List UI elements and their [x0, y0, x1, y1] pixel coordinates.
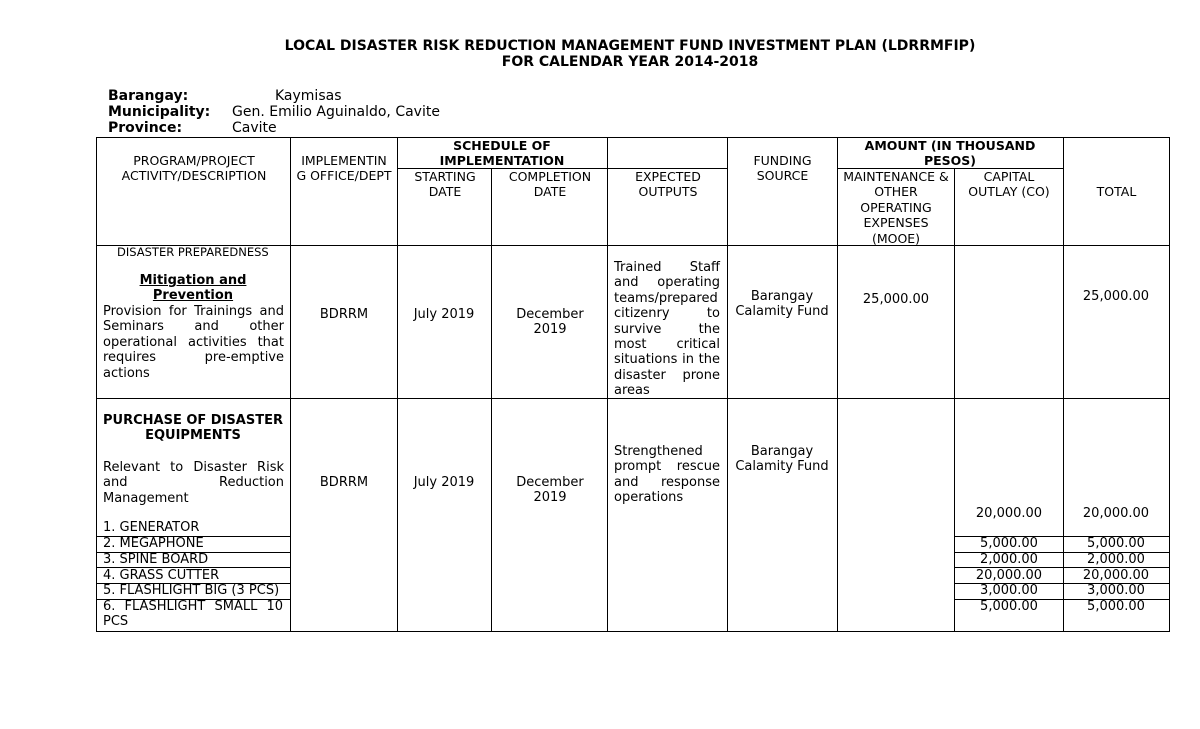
item-name: 4. GRASS CUTTER	[103, 568, 220, 583]
header-total: TOTAL	[1096, 184, 1137, 199]
row1-office: BDRRM	[319, 307, 369, 322]
header-mooe: MAINTENANCE & OTHER OPERATING EXPENSES (MOOE)	[843, 169, 949, 246]
header-amount: AMOUNT (IN THOUSAND PESOS)	[864, 138, 1036, 169]
row1-category: DISASTER PREPAREDNESS	[117, 245, 269, 259]
grid-line	[837, 137, 838, 632]
province-label: Province:	[108, 120, 183, 136]
item-name: 6. FLASHLIGHT SMALL 10 PCS	[103, 599, 283, 630]
item-name: 2. MEGAPHONE	[103, 536, 204, 551]
document-subtitle: FOR CALENDAR YEAR 2014-2018	[501, 54, 759, 70]
grid-line	[397, 137, 398, 632]
grid-line	[1063, 137, 1064, 632]
item-total: 3,000.00	[1087, 583, 1145, 598]
barangay-value: Kaymisas	[275, 88, 342, 104]
row2-outputs: Strengthened prompt rescue and response operations	[614, 444, 720, 506]
item-name: 5. FLASHLIGHT BIG (3 PCS)	[103, 583, 280, 598]
item-name: 3. SPINE BOARD	[103, 552, 209, 567]
item-total: 5,000.00	[1087, 599, 1145, 614]
item-total: 20,000.00	[1082, 568, 1150, 583]
row1-outputs: Trained Staff and operating teams/prepared citizenry to survive the most critical situations in the disaster prone areas	[614, 260, 720, 399]
municipality-label: Municipality:	[108, 104, 211, 120]
row1-heading: Mitigation and Prevention	[139, 273, 247, 304]
document-title: LOCAL DISASTER RISK REDUCTION MANAGEMENT FUND INVESTMENT PLAN (LDRRMFIP)	[284, 38, 976, 54]
barangay-line	[108, 88, 342, 104]
item-total: 5,000.00	[1087, 536, 1145, 551]
item-name: 1. GENERATOR	[103, 520, 200, 535]
header-funding-source: FUNDING SOURCE	[753, 153, 812, 184]
item-capital-outlay: 5,000.00	[980, 599, 1038, 614]
municipality-line	[108, 104, 440, 120]
row2-start: July 2019	[413, 475, 475, 490]
row1-funding: Barangay Calamity Fund	[735, 289, 829, 320]
header-implementing-office: IMPLEMENTIN G OFFICE/DEPT	[296, 153, 392, 184]
header-expected-outputs: EXPECTED OUTPUTS	[635, 169, 701, 200]
header-starting-date: STARTING DATE	[414, 169, 476, 200]
item-capital-outlay: 20,000.00	[975, 568, 1043, 583]
header-program: PROGRAM/PROJECT ACTIVITY/DESCRIPTION	[121, 153, 267, 184]
item-capital-outlay: 3,000.00	[980, 583, 1038, 598]
province-value: Cavite	[232, 120, 277, 136]
row1-total: 25,000.00	[1082, 289, 1150, 304]
item-capital-outlay: 5,000.00	[980, 536, 1038, 551]
row2-description: Relevant to Disaster Risk and Reduction Management	[103, 460, 284, 506]
item-capital-outlay: 2,000.00	[980, 552, 1038, 567]
row1-description: Provision for Trainings and Seminars and other operational activities that requires pre-emptive actions	[103, 304, 284, 381]
row2-office: BDRRM	[319, 475, 369, 490]
row2-heading: PURCHASE OF DISASTER EQUIPMENTS	[103, 413, 283, 444]
grid-line	[491, 168, 492, 632]
row1-completion: December 2019	[516, 307, 584, 338]
item-total: 20,000.00	[1082, 506, 1150, 521]
header-capital-outlay: CAPITAL OUTLAY (CO)	[968, 169, 1050, 200]
item-capital-outlay: 20,000.00	[975, 506, 1043, 521]
grid-line	[954, 168, 955, 632]
row1-start: July 2019	[413, 307, 475, 322]
row1-mooe: 25,000.00	[862, 292, 930, 307]
header-completion-date: COMPLETION DATE	[508, 169, 592, 200]
header-schedule: SCHEDULE OF IMPLEMENTATION	[439, 138, 565, 169]
grid-line	[727, 137, 728, 632]
grid-line	[607, 137, 608, 632]
row2-completion: December 2019	[516, 475, 584, 506]
item-total: 2,000.00	[1087, 552, 1145, 567]
grid-line	[290, 137, 291, 632]
province-line	[108, 120, 277, 136]
row2-funding: Barangay Calamity Fund	[735, 444, 829, 475]
municipality-value: Gen. Emilio Aguinaldo, Cavite	[232, 104, 440, 120]
barangay-label: Barangay:	[108, 88, 189, 104]
